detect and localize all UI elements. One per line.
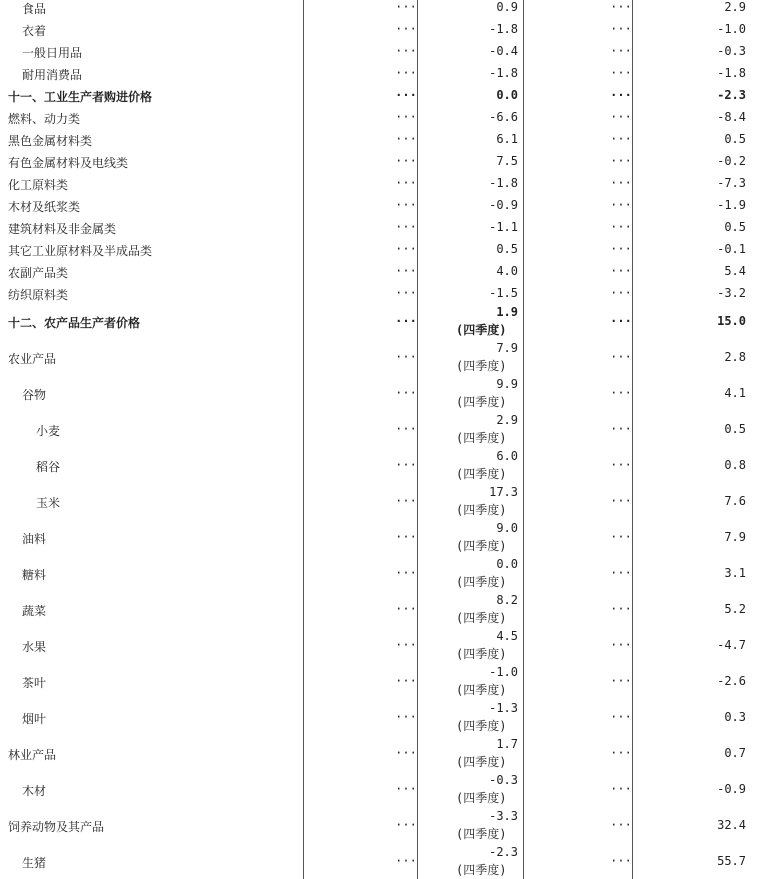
value-cell: -0.3: [717, 44, 746, 58]
value-cell: -1.1: [489, 220, 518, 234]
value-cell: 6.1: [496, 132, 518, 146]
value-cell: 1.7: [496, 737, 518, 751]
value-cell: 3.1: [724, 566, 746, 580]
table-row: [0, 22, 764, 38]
period-note: (四季度): [456, 755, 507, 769]
ellipsis-marker: ···: [610, 44, 632, 58]
ellipsis-marker: ···: [610, 494, 632, 508]
ellipsis-marker: ···: [610, 710, 632, 724]
value-cell: -1.8: [717, 66, 746, 80]
value-cell: 8.2: [496, 593, 518, 607]
ellipsis-marker: ···: [610, 220, 632, 234]
table-row: [0, 286, 764, 302]
ellipsis-marker: ···: [610, 154, 632, 168]
row-label: 蔬菜: [22, 604, 47, 618]
ellipsis-marker: ···: [395, 638, 417, 652]
row-label: 有色金属材料及电线类: [8, 156, 129, 170]
value-cell: -0.4: [489, 44, 518, 58]
value-cell: -6.6: [489, 110, 518, 124]
row-label: 玉米: [36, 496, 61, 510]
ellipsis-marker: ···: [610, 264, 632, 278]
value-cell: 2.9: [724, 0, 746, 14]
row-label: 黑色金属材料类: [8, 134, 93, 148]
value-cell: 55.7: [717, 854, 746, 868]
value-cell: 1.9: [496, 305, 518, 319]
period-note: (四季度): [456, 683, 507, 697]
row-label: 建筑材料及非金属类: [8, 222, 117, 236]
ellipsis-marker: ···: [395, 66, 417, 80]
ellipsis-marker: ···: [395, 710, 417, 724]
value-cell: 2.9: [496, 413, 518, 427]
ellipsis-marker: ···: [395, 854, 417, 868]
ellipsis-marker: ···: [395, 566, 417, 580]
value-cell: 5.4: [724, 264, 746, 278]
table-row: [0, 242, 764, 258]
value-cell: -0.1: [717, 242, 746, 256]
table-row: [0, 88, 764, 104]
row-label: 一般日用品: [22, 46, 83, 60]
period-note: (四季度): [456, 359, 507, 373]
table-row: [0, 557, 764, 589]
ellipsis-marker: ···: [610, 638, 632, 652]
value-cell: -1.8: [489, 66, 518, 80]
ellipsis-marker: ···: [395, 674, 417, 688]
ellipsis-marker: ···: [610, 422, 632, 436]
ellipsis-marker: ···: [395, 386, 417, 400]
ellipsis-marker: ···: [395, 458, 417, 472]
value-cell: 7.6: [724, 494, 746, 508]
row-label: 纺织原料类: [8, 288, 69, 302]
row-label: 食品: [22, 2, 47, 16]
table-row: [0, 44, 764, 60]
row-label: 糖料: [22, 568, 47, 582]
ellipsis-marker: ···: [395, 110, 417, 124]
ellipsis-marker: ···: [610, 818, 632, 832]
ellipsis-marker: ···: [395, 314, 417, 328]
value-cell: -4.7: [717, 638, 746, 652]
table-row: [0, 110, 764, 126]
period-note: (四季度): [456, 719, 507, 733]
period-note: (四季度): [456, 467, 507, 481]
value-cell: 6.0: [496, 449, 518, 463]
row-label: 油料: [22, 532, 47, 546]
row-label: 生猪: [22, 856, 47, 870]
row-label: 十一、工业生产者购进价格: [8, 90, 153, 104]
value-cell: -7.3: [717, 176, 746, 190]
value-cell: 2.8: [724, 350, 746, 364]
value-cell: -1.9: [717, 198, 746, 212]
value-cell: 0.7: [724, 746, 746, 760]
ellipsis-marker: ···: [395, 44, 417, 58]
ellipsis-marker: ···: [395, 198, 417, 212]
ellipsis-marker: ···: [610, 314, 632, 328]
table-row: [0, 198, 764, 214]
row-label: 烟叶: [22, 712, 47, 726]
ellipsis-marker: ···: [395, 132, 417, 146]
period-note: (四季度): [456, 431, 507, 445]
value-cell: 5.2: [724, 602, 746, 616]
value-cell: -0.9: [489, 198, 518, 212]
ellipsis-marker: ···: [610, 22, 632, 36]
ellipsis-marker: ···: [610, 350, 632, 364]
ellipsis-marker: ···: [395, 0, 417, 14]
table-row: [0, 773, 764, 805]
value-cell: 7.5: [496, 154, 518, 168]
ellipsis-marker: ···: [395, 602, 417, 616]
value-cell: -3.2: [717, 286, 746, 300]
value-cell: -1.8: [489, 176, 518, 190]
value-cell: 0.0: [496, 557, 518, 571]
table-row: [0, 485, 764, 517]
ellipsis-marker: ···: [395, 242, 417, 256]
table-row: [0, 737, 764, 769]
row-label: 农副产品类: [8, 266, 69, 280]
table-row: [0, 305, 764, 337]
value-cell: -8.4: [717, 110, 746, 124]
ellipsis-marker: ···: [395, 746, 417, 760]
row-label: 十二、农产品生产者价格: [8, 316, 141, 330]
ellipsis-marker: ···: [395, 176, 417, 190]
value-cell: -1.3: [489, 701, 518, 715]
ellipsis-marker: ···: [395, 264, 417, 278]
row-label: 燃料、动力类: [8, 112, 81, 126]
ellipsis-marker: ···: [395, 154, 417, 168]
value-cell: 0.3: [724, 710, 746, 724]
row-label: 小麦: [36, 424, 61, 438]
table-row: [0, 176, 764, 192]
period-note: (四季度): [456, 323, 507, 337]
value-cell: -1.0: [489, 665, 518, 679]
value-cell: 0.5: [724, 132, 746, 146]
ellipsis-marker: ···: [610, 458, 632, 472]
table-row: [0, 845, 764, 877]
period-note: (四季度): [456, 863, 507, 877]
row-label: 化工原料类: [8, 178, 69, 192]
row-label: 衣着: [22, 24, 47, 38]
period-note: (四季度): [456, 647, 507, 661]
value-cell: -1.0: [717, 22, 746, 36]
value-cell: 9.9: [496, 377, 518, 391]
row-label: 农业产品: [8, 352, 57, 366]
value-cell: 0.5: [724, 422, 746, 436]
value-cell: 9.0: [496, 521, 518, 535]
row-label: 稻谷: [36, 460, 61, 474]
table-row: [0, 377, 764, 409]
value-cell: 7.9: [496, 341, 518, 355]
ellipsis-marker: ···: [610, 198, 632, 212]
ellipsis-marker: ···: [610, 110, 632, 124]
period-note: (四季度): [456, 827, 507, 841]
value-cell: 32.4: [717, 818, 746, 832]
row-label: 水果: [22, 640, 47, 654]
table-row: [0, 449, 764, 481]
value-cell: -0.9: [717, 782, 746, 796]
ellipsis-marker: ···: [395, 220, 417, 234]
period-note: (四季度): [456, 503, 507, 517]
row-label: 木材及纸浆类: [8, 200, 81, 214]
ellipsis-marker: ···: [395, 494, 417, 508]
value-cell: 4.0: [496, 264, 518, 278]
value-cell: 0.5: [496, 242, 518, 256]
value-cell: 0.0: [496, 88, 518, 102]
value-cell: -0.2: [717, 154, 746, 168]
table-row: [0, 701, 764, 733]
row-label: 茶叶: [22, 676, 47, 690]
value-cell: 4.5: [496, 629, 518, 643]
ellipsis-marker: ···: [610, 88, 632, 102]
row-label: 谷物: [22, 388, 47, 402]
value-cell: 4.1: [724, 386, 746, 400]
value-cell: -2.3: [717, 88, 746, 102]
table-row: [0, 629, 764, 661]
table-row: [0, 66, 764, 82]
row-label: 饲养动物及其产品: [8, 820, 105, 834]
value-cell: -2.6: [717, 674, 746, 688]
ellipsis-marker: ···: [610, 242, 632, 256]
table-row: [0, 593, 764, 625]
value-cell: 0.9: [496, 0, 518, 14]
value-cell: -2.3: [489, 845, 518, 859]
table-row: [0, 154, 764, 170]
ellipsis-marker: ···: [610, 386, 632, 400]
table-row: [0, 521, 764, 553]
ellipsis-marker: ···: [610, 286, 632, 300]
ellipsis-marker: ···: [395, 286, 417, 300]
row-label: 其它工业原材料及半成品类: [8, 244, 153, 258]
ellipsis-marker: ···: [610, 746, 632, 760]
ellipsis-marker: ···: [395, 782, 417, 796]
ellipsis-marker: ···: [610, 854, 632, 868]
period-note: (四季度): [456, 575, 507, 589]
ellipsis-marker: ···: [610, 0, 632, 14]
ellipsis-marker: ···: [610, 176, 632, 190]
ellipsis-marker: ···: [610, 566, 632, 580]
table-row: [0, 264, 764, 280]
table-row: [0, 665, 764, 697]
ellipsis-marker: ···: [610, 66, 632, 80]
value-cell: -1.8: [489, 22, 518, 36]
ellipsis-marker: ···: [395, 818, 417, 832]
ellipsis-marker: ···: [610, 530, 632, 544]
period-note: (四季度): [456, 539, 507, 553]
ellipsis-marker: ···: [610, 602, 632, 616]
value-cell: 0.8: [724, 458, 746, 472]
period-note: (四季度): [456, 791, 507, 805]
ellipsis-marker: ···: [395, 530, 417, 544]
value-cell: 17.3: [489, 485, 518, 499]
value-cell: -3.3: [489, 809, 518, 823]
table-row: [0, 220, 764, 236]
value-cell: 15.0: [717, 314, 746, 328]
ellipsis-marker: ···: [395, 22, 417, 36]
ellipsis-marker: ···: [610, 782, 632, 796]
row-label: 林业产品: [8, 748, 57, 762]
value-cell: 0.5: [724, 220, 746, 234]
value-cell: -1.5: [489, 286, 518, 300]
period-note: (四季度): [456, 611, 507, 625]
period-note: (四季度): [456, 395, 507, 409]
value-cell: -0.3: [489, 773, 518, 787]
table-row: [0, 809, 764, 841]
row-label: 耐用消费品: [22, 68, 83, 82]
row-label: 木材: [22, 784, 47, 798]
ellipsis-marker: ···: [395, 422, 417, 436]
value-cell: 7.9: [724, 530, 746, 544]
ellipsis-marker: ···: [610, 674, 632, 688]
ellipsis-marker: ···: [395, 350, 417, 364]
ellipsis-marker: ···: [395, 88, 417, 102]
table-row: [0, 0, 764, 16]
table-row: [0, 341, 764, 373]
table-row: [0, 132, 764, 148]
table-row: [0, 413, 764, 445]
ellipsis-marker: ···: [610, 132, 632, 146]
